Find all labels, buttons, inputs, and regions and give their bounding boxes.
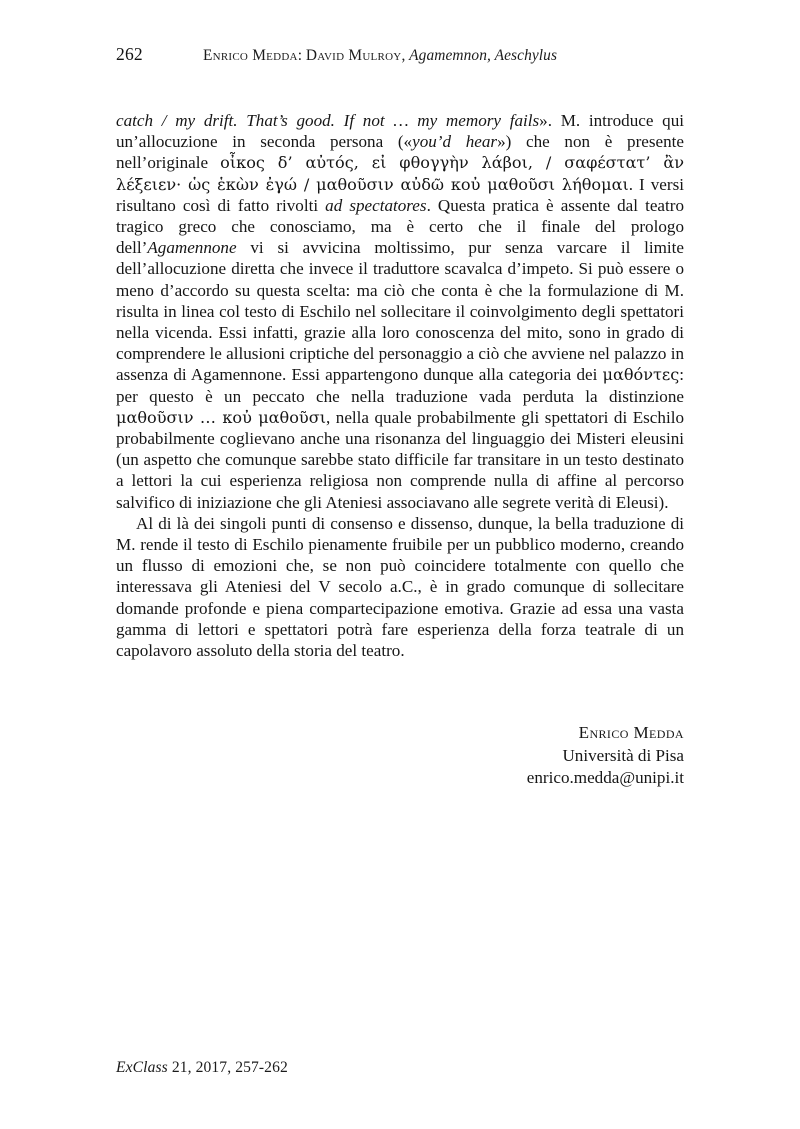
text-run-greek: μαθόντες — [602, 365, 680, 385]
text-run: , nella quale probabilmente gli spettatori di Eschilo probabilmente coglievano anche una risonanza del linguaggio dei Misteri eleusini (un aspetto che comunque sarebbe stato difficile far transitare in un testo destinato a lettori la cui esperienza religiosa non comprende nulla di affine al percorso salvifico di iniziazione che gli Ateniesi associavano alle segrete verità di Eleusi). — [116, 407, 684, 512]
text-run: ») che non è presente nell’originale — [116, 132, 684, 173]
text-run: ». M. introduce qui un’allocuzione in seconda persona (« — [116, 111, 684, 152]
footer-journal-name: ExClass — [116, 1059, 168, 1076]
text-run-italic: catch / my drift. That’s good. If not … my memory fails — [116, 111, 540, 130]
text-run: vi si avvicina moltissimo, pur senza varcare il limite dell’allocuzione diretta che invece il traduttore scavalca d’impeto. Si può essere o meno d’accordo su questa scelta: ma ciò che conta è che la formulazione di M. risulta in linea col testo di Eschilo nel sollecitare il coinvolgimento degli spettatori nella vicenda. Essi infatti, grazie alla loro conoscenza del mito, sono in grado di comprendere le allusioni criptiche del personaggio a ciò che avviene nel palazzo in assenza di Agamennone. Essi appartengono dunque alla categoria dei — [116, 238, 684, 385]
text-run: . I versi risultano così di fatto rivolti — [116, 174, 684, 215]
text-run-greek: μαθοῦσιν … κοὐ μαθοῦσι — [116, 407, 327, 427]
signature-email: enrico.medda@unipi.it — [526, 768, 684, 787]
running-head-comma: , — [401, 47, 410, 64]
text-run: . Questa pratica è assente dal teatro tragico greco che conosciamo, ma è certo che il finale del prologo dell’ — [116, 195, 685, 258]
running-head-title — [203, 47, 557, 65]
page-footer — [116, 1059, 288, 1077]
running-head-separator: : — [297, 47, 306, 64]
text-run: Al di là dei singoli punti di consenso e dissenso, dunque, la bella traduzione di M. rende il testo di Eschilo pienamente fruibile per un pubblico moderno, creando un flusso di emozioni che, se non può coincidere totalmente con quello che interessava gli Ateniesi del V secolo a.C., è in grado comunque di sollecitare domande profonde e piena compartecipazione emotiva. Grazie ad essa una vasta gamma di lettori e spettatori potrà fare esperienza della forza teatrale di un capolavoro assoluto della storia del teatro. — [116, 513, 684, 661]
signature-affiliation: Università di Pisa — [562, 745, 684, 765]
running-head-reviewed-author: David Mulroy — [305, 47, 402, 64]
text-run-italic: you’d hear — [412, 132, 498, 152]
text-run-greek: oἶκος δ’ αὐτός, εἰ φθογγὴν λάβοι, / σαφέστατ’ ἂν λέξειεν· ὡς ἑκὼν ἐγώ / μαθοῦσιν αὐδῶ κοὐ μαθοῦσι λήθομαι — [116, 153, 684, 194]
running-head-author: Enrico Medda — [203, 47, 298, 64]
page-number: 262 — [116, 44, 143, 64]
signature-author-name: Enrico Medda — [578, 723, 684, 742]
footer-citation: 21, 2017, 257-262 — [167, 1059, 288, 1076]
paragraph-2 — [116, 513, 684, 661]
text-run-italic: Agamennone — [147, 238, 237, 258]
body-text-block — [116, 110, 684, 661]
signature-block — [116, 722, 684, 790]
running-head-work-title: Agamemnon, Aeschylus — [409, 47, 558, 64]
text-run: : per questo è un peccato che nella traduzione vada perduta la distinzione — [116, 365, 684, 406]
paragraph-1 — [116, 110, 684, 513]
text-run-italic: ad spectatores — [325, 195, 427, 215]
running-head — [116, 44, 684, 70]
